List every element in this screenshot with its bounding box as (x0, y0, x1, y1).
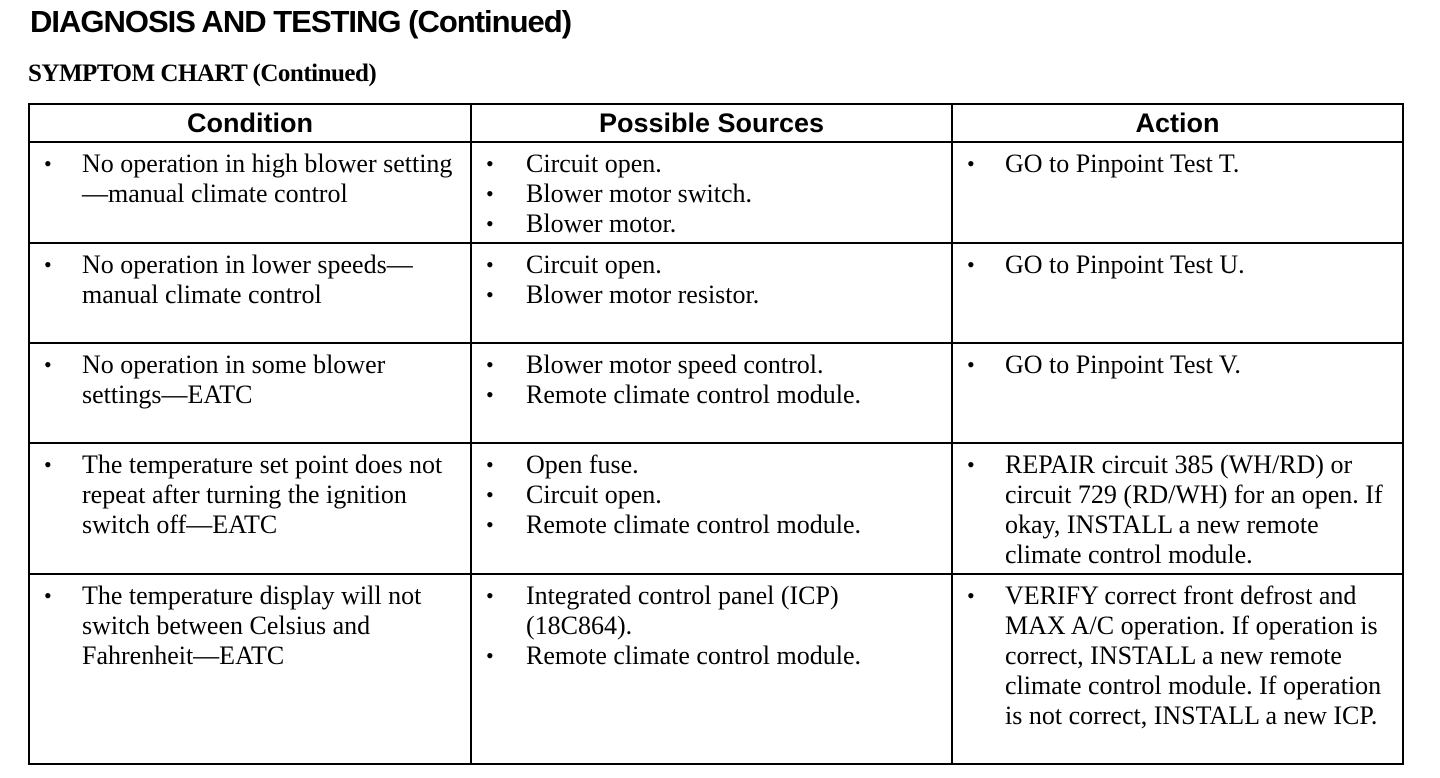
list-item (472, 641, 951, 671)
source-text: Blower motor resistor. (526, 280, 760, 309)
bullet-icon: • (967, 252, 975, 277)
condition-cell (29, 574, 471, 764)
list-item (472, 149, 951, 179)
bullet-icon: • (486, 482, 494, 507)
table-row (29, 343, 1403, 443)
condition-cell (29, 343, 471, 443)
bullet-icon: • (486, 352, 494, 377)
list-item (472, 510, 951, 540)
condition-text: No operation in high blower setting—manual climate control (82, 149, 453, 208)
table-row (29, 142, 1403, 243)
list-item (953, 250, 1402, 280)
bullet-icon: • (486, 282, 494, 307)
list-item (472, 250, 951, 280)
bullet-icon: • (44, 252, 52, 277)
bullet-icon: • (486, 512, 494, 537)
bullet-icon: • (967, 452, 975, 477)
bullet-icon: • (486, 211, 494, 236)
sources-cell (471, 243, 952, 343)
action-text: REPAIR circuit 385 (WH/RD) or circuit 729 (RD/WH) for an open. If okay, INSTALL a new remote climate control module. (1005, 450, 1383, 569)
bullet-icon: • (967, 352, 975, 377)
condition-text: No operation in some blower settings—EATC (82, 350, 386, 409)
list-item (953, 581, 1402, 731)
list-item (472, 280, 951, 310)
bullet-icon: • (486, 452, 494, 477)
bullet-icon: • (486, 643, 494, 668)
action-cell (952, 142, 1403, 243)
list-item (30, 581, 470, 671)
bullet-icon: • (44, 452, 52, 477)
list-item (30, 250, 470, 310)
source-text: Remote climate control module. (526, 380, 862, 409)
list-item (953, 350, 1402, 380)
page-title: DIAGNOSIS AND TESTING (Continued) (30, 4, 572, 39)
action-text: GO to Pinpoint Test U. (1005, 250, 1245, 279)
action-text: VERIFY correct front defrost and MAX A/C operation. If operation is correct, INSTALL a new remote climate control module. If operation is not correct, INSTALL a new ICP. (1005, 581, 1382, 730)
bullet-icon: • (486, 252, 494, 277)
action-text: GO to Pinpoint Test T. (1005, 149, 1240, 178)
source-text: Blower motor switch. (526, 179, 753, 208)
action-cell (952, 243, 1403, 343)
table-header-row (29, 104, 1403, 142)
source-text: Circuit open. (526, 250, 662, 279)
bullet-icon: • (967, 151, 975, 176)
bullet-icon: • (44, 151, 52, 176)
section-title: SYMPTOM CHART (Continued) (28, 60, 377, 87)
condition-text: The temperature set point does not repeat after turning the ignition switch off—EATC (82, 450, 443, 539)
column-header-action: Action (952, 104, 1403, 142)
list-item (472, 209, 951, 239)
condition-cell (29, 142, 471, 243)
condition-cell (29, 443, 471, 574)
source-text: Circuit open. (526, 480, 662, 509)
action-text: GO to Pinpoint Test V. (1005, 350, 1241, 379)
column-header-possible-sources: Possible Sources (471, 104, 952, 142)
action-cell (952, 443, 1403, 574)
list-item (30, 149, 470, 209)
condition-text: No operation in lower speeds—manual climate control (82, 250, 413, 309)
source-text: Open fuse. (526, 450, 639, 479)
bullet-icon: • (486, 181, 494, 206)
action-cell (952, 343, 1403, 443)
action-cell (952, 574, 1403, 764)
list-item (953, 149, 1402, 179)
bullet-icon: • (44, 352, 52, 377)
list-item (30, 450, 470, 540)
sources-cell (471, 343, 952, 443)
column-header-condition: Condition (29, 104, 471, 142)
list-item (953, 450, 1402, 570)
source-text: Blower motor. (526, 209, 677, 238)
sources-cell (471, 142, 952, 243)
source-text: Integrated control panel (ICP) (18C864). (526, 581, 839, 640)
bullet-icon: • (486, 151, 494, 176)
list-item (30, 350, 470, 410)
bullet-icon: • (44, 583, 52, 608)
sources-cell (471, 574, 952, 764)
table-row (29, 574, 1403, 764)
bullet-icon: • (486, 583, 494, 608)
symptom-chart-table (28, 103, 1404, 765)
list-item (472, 450, 951, 480)
condition-cell (29, 243, 471, 343)
list-item (472, 380, 951, 410)
condition-text: The temperature display will not switch between Celsius and Fahrenheit—EATC (82, 581, 422, 670)
list-item (472, 581, 951, 641)
bullet-icon: • (967, 583, 975, 608)
table-row (29, 243, 1403, 343)
list-item (472, 480, 951, 510)
table-row (29, 443, 1403, 574)
sources-cell (471, 443, 952, 574)
bullet-icon: • (486, 382, 494, 407)
source-text: Circuit open. (526, 149, 662, 178)
source-text: Blower motor speed control. (526, 350, 824, 379)
source-text: Remote climate control module. (526, 510, 862, 539)
source-text: Remote climate control module. (526, 641, 862, 670)
list-item (472, 350, 951, 380)
list-item (472, 179, 951, 209)
